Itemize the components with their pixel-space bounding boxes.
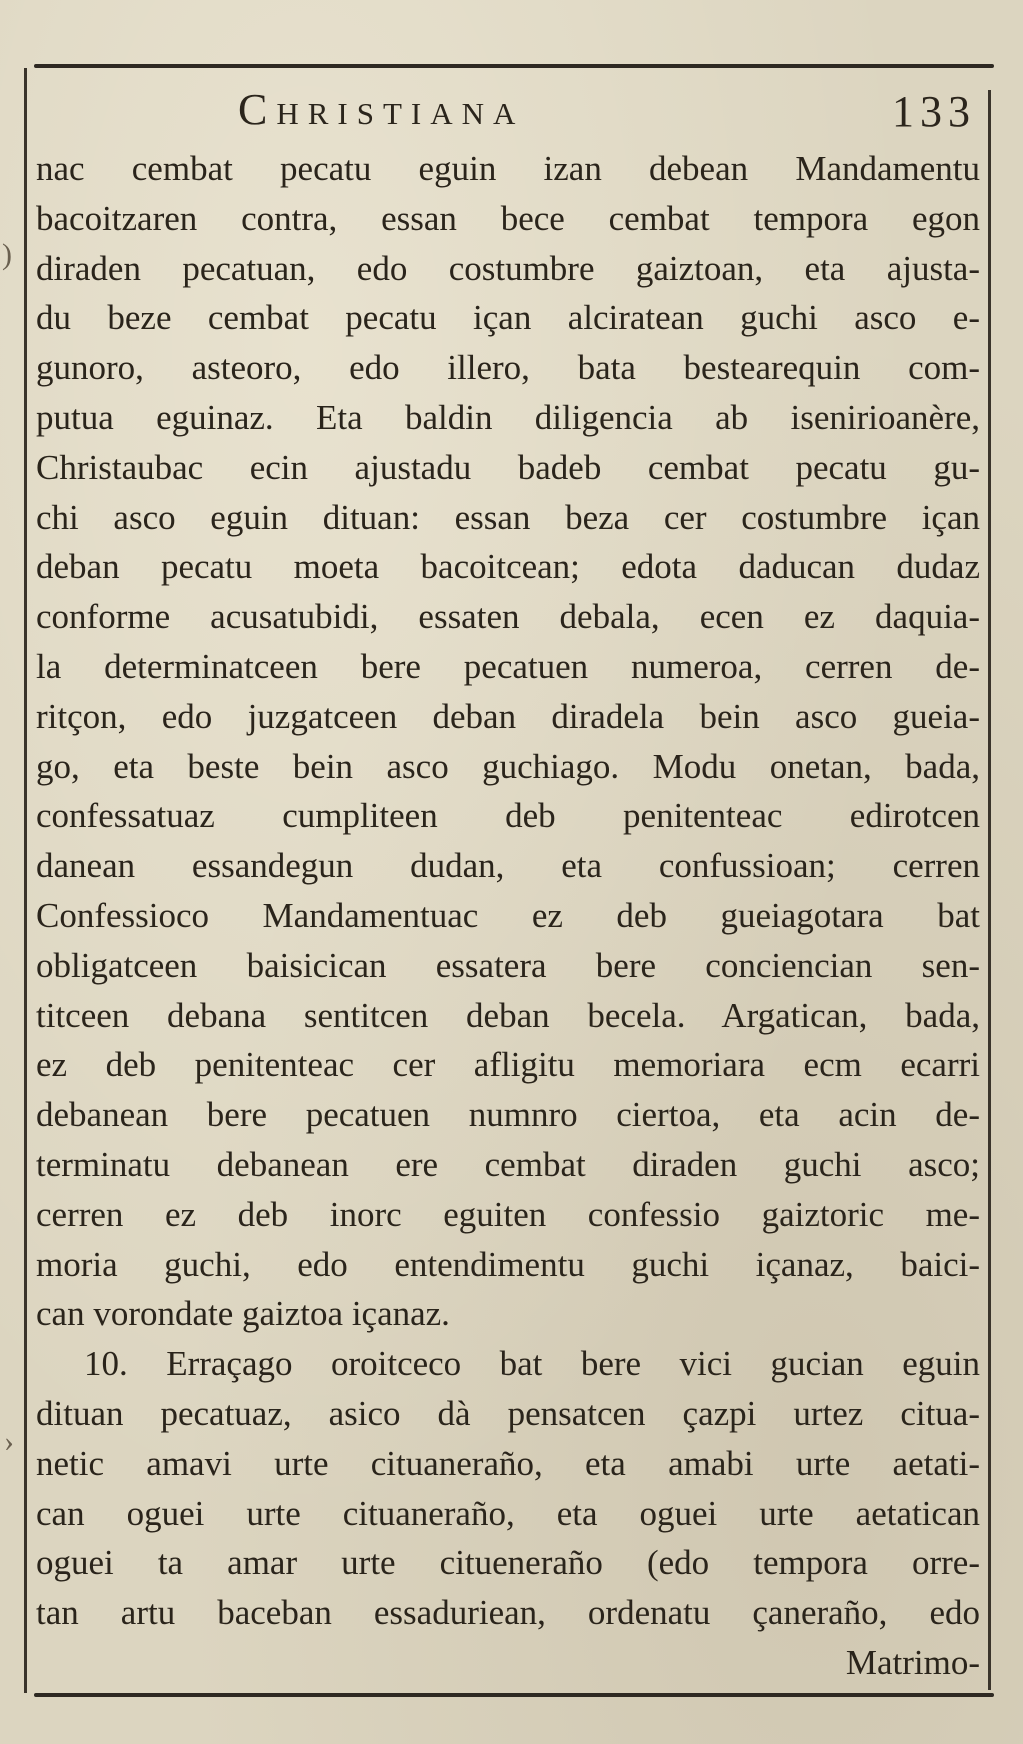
text-line: putua eguinaz. Eta baldin diligencia ab isenirioanère, [36,397,980,437]
text-line: debanean bere pecatuen numnro ciertoa, eta acin de- [36,1095,980,1135]
text-line: tan artu baceban essaduriean, ordenatu çaneraño, edo [36,1593,980,1633]
running-title: Christiana [238,85,525,134]
text-line: gunoro, asteoro, edo illero, bata bestearequin com- [36,348,980,388]
text-line: bacoitzaren contra, essan bece cembat tempora egon [36,198,980,238]
text-line: la determinatceen bere pecatuen numeroa, cerren de- [36,646,980,686]
margin-bleed-mark: ) [2,238,12,271]
text-line: can vorondate gaiztoa içanaz. [36,1294,450,1334]
text-line: nac cembat pecatu eguin izan debean Mandamentu [36,149,980,188]
text-line: go, eta beste bein asco guchiago. Modu onetan, bada, [36,746,980,786]
text-line: obligatceen baisicican essatera bere conciencian sen- [36,945,980,985]
text-line: netic amavi urte cituaneraño, eta amabi urte aetati- [36,1443,980,1483]
text-line: du beze cembat pecatu içan alciratean guchi asco e- [36,298,980,338]
text-line: dituan pecatuaz, asico dà pensatcen çazpi urtez citua- [36,1393,980,1433]
text-line: cerren ez deb inorc eguiten confessio gaiztoric me- [36,1194,980,1234]
page-number: 133 [892,87,976,136]
right-rule [988,90,991,1690]
top-rule [34,64,994,68]
text-line: Confessioco Mandamentuac ez deb gueiagotara bat [36,895,980,935]
text-line: chi asco eguin dituan: essan beza cer costumbre içan [36,497,980,537]
text-line: terminatu debanean ere cembat diraden guchi asco; [36,1144,980,1184]
text-line: confessatuaz cumpliteen deb penitenteac edirotcen [36,796,980,836]
left-rule [24,68,27,1693]
text-line: ez deb penitenteac cer afligitu memoriara ecm ecarri [36,1045,980,1085]
text-line: titceen debana sentitcen deban becela. Argatican, bada, [36,995,980,1035]
text-line: danean essandegun dudan, eta confussioan; cerren [36,846,980,886]
catchword: Matrimo- [845,1642,980,1682]
text-line: ritçon, edo juzgatceen deban diradela bein asco gueia- [36,696,980,736]
body-text [36,144,980,1688]
margin-bleed-mark: › [4,1425,14,1458]
text-line: deban pecatu moeta bacoitcean; edota daducan dudaz [36,547,980,587]
text-line: moria guchi, edo entendimentu guchi içanaz, baici- [36,1244,980,1284]
paragraph-start-line: 10. Erraçago oroitceco bat bere vici gucian eguin [84,1344,980,1384]
bottom-rule [34,1693,994,1697]
text-line: can oguei urte cituaneraño, eta oguei urte aetatican [36,1493,980,1533]
text-line: oguei ta amar urte citueneraño (edo tempora orre- [36,1543,980,1583]
text-line: conforme acusatubidi, essaten debala, ecen ez daquia- [36,597,980,637]
text-line: diraden pecatuan, edo costumbre gaiztoan, eta ajusta- [36,248,980,288]
text-line: Christaubac ecin ajustadu badeb cembat pecatu gu- [36,447,980,487]
